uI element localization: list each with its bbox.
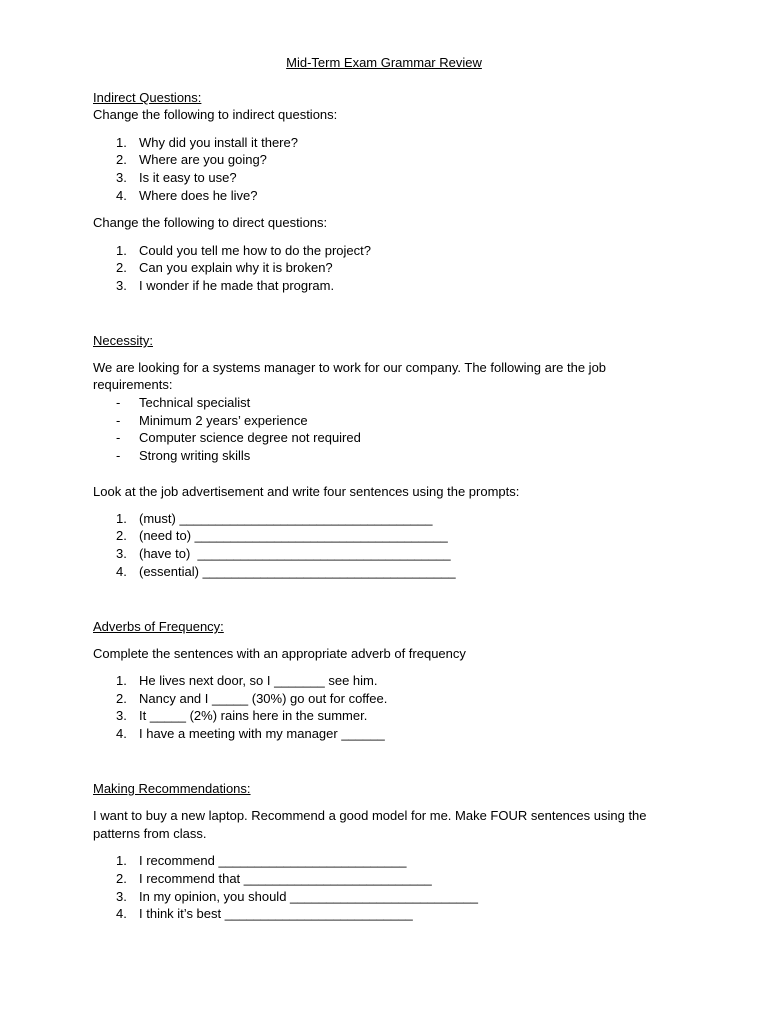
list-item: Nancy and I _____ (30%) go out for coffee. (139, 691, 388, 706)
list-item: Where does he live? (139, 188, 258, 203)
list-item: I recommend __________________________ (139, 853, 407, 868)
list-number: 1. (116, 243, 127, 258)
list-number: 2. (116, 691, 127, 706)
list-number: 3. (116, 278, 127, 293)
list-number: 3. (116, 889, 127, 904)
paragraph-line: requirements: (93, 377, 173, 392)
bullet-dash: - (116, 430, 121, 445)
list-item: I have a meeting with my manager ______ (139, 726, 385, 741)
section-heading-recommendations: Making Recommendations: (93, 781, 251, 796)
list-item: He lives next door, so I _______ see him. (139, 673, 378, 688)
list-item: It _____ (2%) rains here in the summer. (139, 708, 368, 723)
list-number: 2. (116, 152, 127, 167)
list-item: Can you explain why it is broken? (139, 260, 333, 275)
list-item: I think it’s best __________________________ (139, 906, 413, 921)
bullet-item: Computer science degree not required (139, 430, 361, 445)
paragraph-line: We are looking for a systems manager to work for our company. The following are the job (93, 360, 607, 375)
list-item: I recommend that __________________________ (139, 871, 432, 886)
instruction-text: Change the following to direct questions: (93, 215, 328, 230)
list-number: 3. (116, 170, 127, 185)
bullet-dash: - (116, 395, 121, 410)
list-item: Why did you install it there? (139, 135, 298, 150)
instruction-text: Complete the sentences with an appropriate adverb of frequency (93, 646, 466, 661)
page-title: Mid-Term Exam Grammar Review (286, 55, 482, 70)
list-number: 1. (116, 135, 127, 150)
section-heading-necessity: Necessity: (93, 333, 153, 348)
bullet-dash: - (116, 448, 121, 463)
list-item: Could you tell me how to do the project? (139, 243, 371, 258)
list-number: 4. (116, 906, 127, 921)
bullet-item: Minimum 2 years’ experience (139, 413, 308, 428)
list-number: 2. (116, 260, 127, 275)
list-number: 1. (116, 853, 127, 868)
paragraph-line: patterns from class. (93, 826, 207, 841)
list-number: 4. (116, 564, 127, 579)
list-number: 2. (116, 528, 127, 543)
prompt-item: (essential) ___________________________________ (139, 564, 456, 579)
list-item: Where are you going? (139, 152, 267, 167)
list-item: Is it easy to use? (139, 170, 237, 185)
list-number: 4. (116, 188, 127, 203)
prompt-item: (have to) ___________________________________ (139, 546, 451, 561)
bullet-item: Technical specialist (139, 395, 251, 410)
instruction-text: Change the following to indirect questions: (93, 107, 338, 122)
list-number: 3. (116, 546, 127, 561)
list-number: 1. (116, 511, 127, 526)
list-item: In my opinion, you should __________________________ (139, 889, 479, 904)
list-number: 1. (116, 673, 127, 688)
prompt-item: (need to) ___________________________________ (139, 528, 448, 543)
list-number: 2. (116, 871, 127, 886)
list-number: 3. (116, 708, 127, 723)
list-item: I wonder if he made that program. (139, 278, 335, 293)
paragraph-line: I want to buy a new laptop. Recommend a good model for me. Make FOUR sentences using the (93, 808, 647, 823)
list-number: 4. (116, 726, 127, 741)
bullet-dash: - (116, 413, 121, 428)
section-heading-frequency: Adverbs of Frequency: (93, 619, 224, 634)
bullet-item: Strong writing skills (139, 448, 251, 463)
prompt-item: (must) ___________________________________ (139, 511, 433, 526)
section-heading-indirect: Indirect Questions: (93, 90, 202, 105)
instruction-text: Look at the job advertisement and write four sentences using the prompts: (93, 484, 520, 499)
